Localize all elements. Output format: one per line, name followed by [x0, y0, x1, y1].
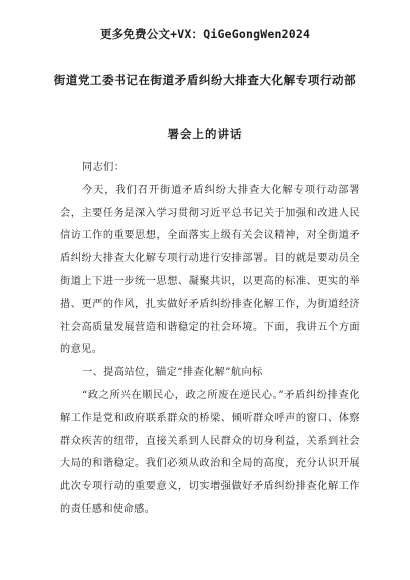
- body-paragraph-1: 今天，我们召开街道矛盾纠纷大排查大化解专项行动部署会，主要任务是深入学习贯彻习近平总书记关于加强和改进人民信访工作的重要思想，全面落实上级有关会议精神，对全街道矛盾纠纷大排查大化解专项行动进行安排部署。目的就是要动员全街道上下进一步统一思想、凝聚共识，以更高的标准、更实的举措、更严的作风，扎实做好矛盾纠纷排查化解工作，为街道经济社会高质量发展营造和谐稳定的社会环境。下面，我讲五个方面的意见。: [60, 184, 360, 356]
- document-title-line-2: 署会上的讲话: [167, 127, 243, 141]
- document-title-line-1: 街道党工委书记在街道矛盾纠纷大排查大化解专项行动部: [53, 73, 357, 87]
- salutation: 同志们：: [82, 162, 125, 173]
- document-body: [60, 157, 360, 522]
- section-heading-1: 一、提高站位，锚定“排查化解”航向标: [82, 367, 263, 379]
- body-paragraph-2: “政之所兴在顺民心，政之所废在逆民心。”矛盾纠纷排查化解工作是党和政府联系群众的桥梁、倾听群众呼声的窗口、体察群众疾苦的纽带，直接关系到人民群众的切身利益，关系到社会大局的和谐稳定。我们必须从政治和全局的高度，充分认识开展此次专项行动的重要意义，切实增强做好矛盾纠纷排查化解工作的责任感和使命感。: [60, 389, 360, 515]
- promo-header: 更多免费公文+VX：QiGeGongWen2024: [99, 27, 311, 41]
